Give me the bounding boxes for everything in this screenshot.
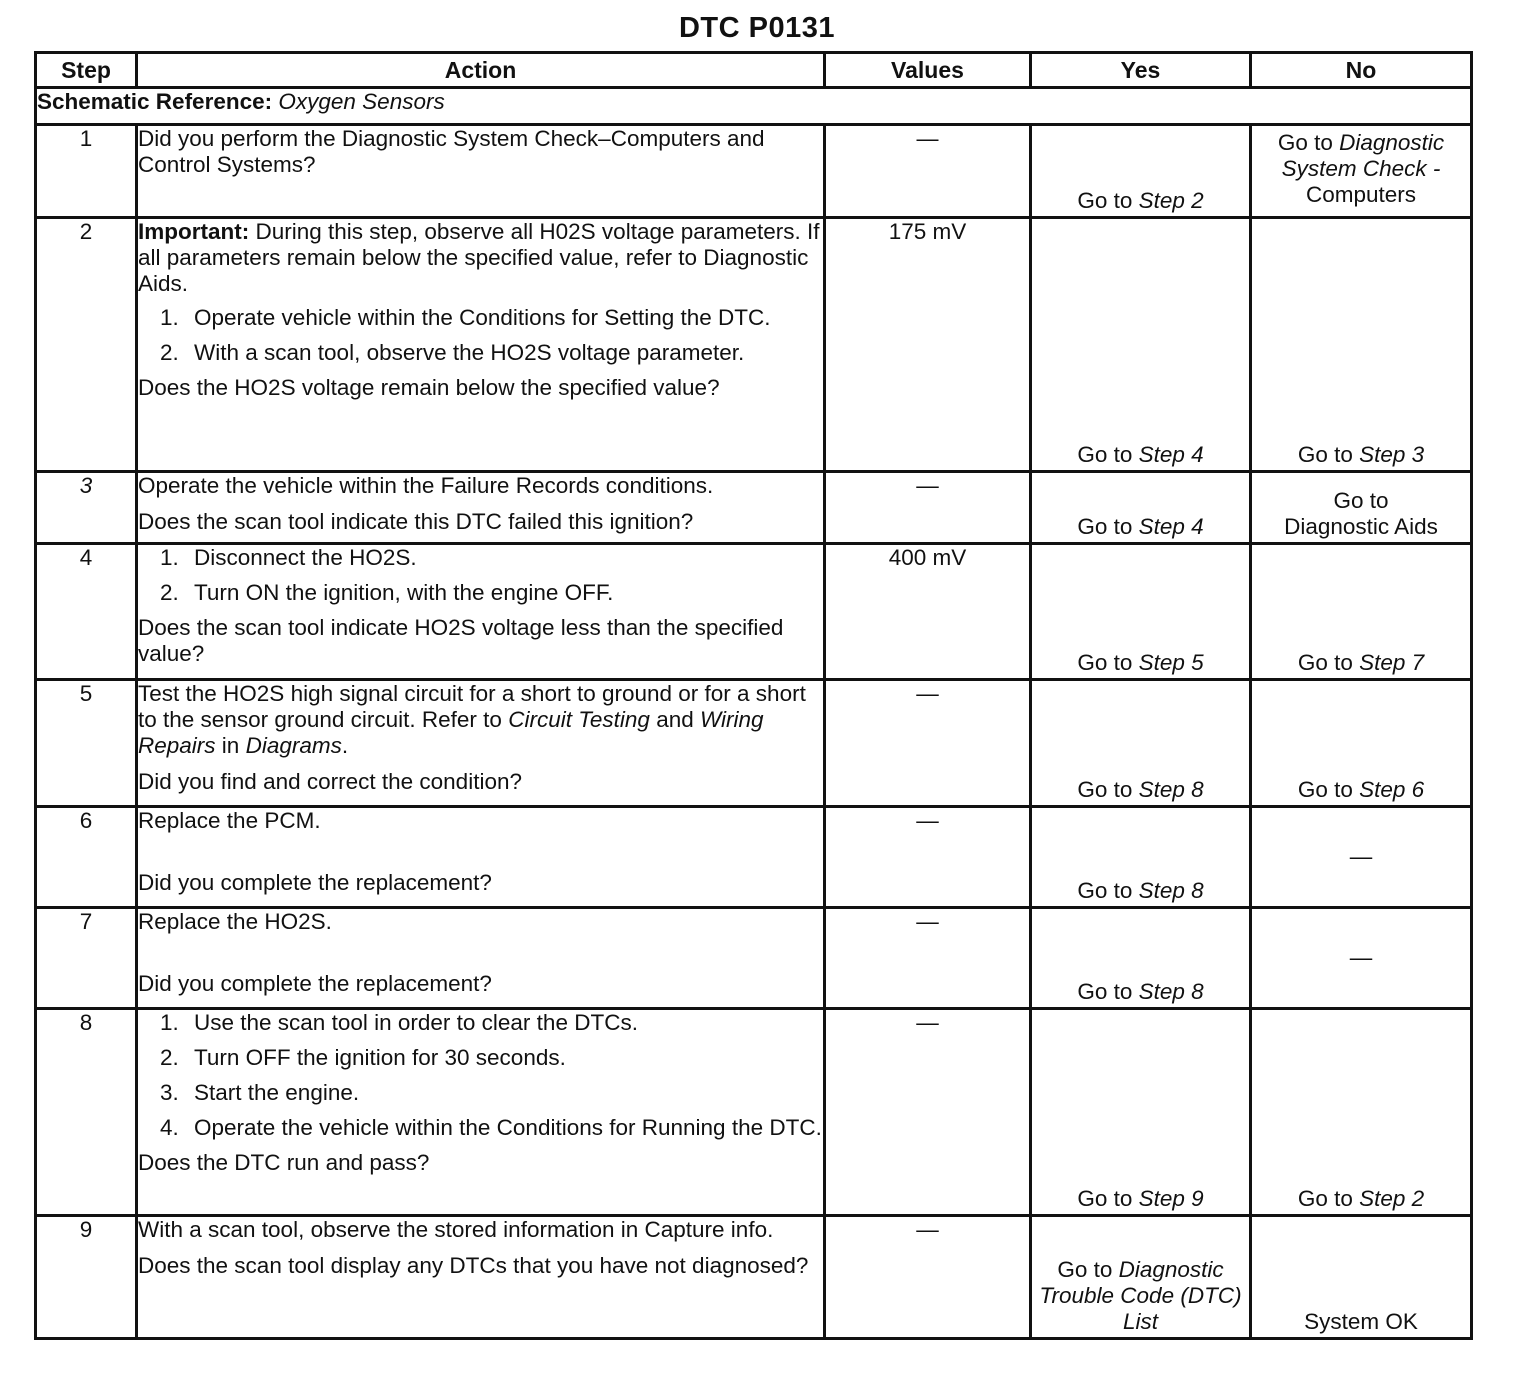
action-cell — [137, 1216, 825, 1339]
yes-cell — [1031, 472, 1251, 544]
value-cell — [825, 908, 1031, 1009]
value-text: — — [916, 126, 939, 151]
list-item-text: Operate the vehicle within the Conditions for Running the DTC. — [194, 1115, 822, 1140]
action-text: Operate the vehicle within the Failure Records conditions. — [138, 473, 714, 498]
no-step-link[interactable]: Diagnostic System Check - — [1281, 130, 1445, 181]
action-text-part: in — [221, 733, 240, 758]
list-item-text: Turn OFF the ignition for 30 seconds. — [194, 1045, 566, 1070]
action-text-part: and — [656, 707, 694, 732]
yes-step-link[interactable]: Step 8 — [1138, 777, 1204, 802]
action-cell — [137, 218, 825, 472]
value-text: — — [916, 1010, 939, 1035]
list-item-text: With a scan tool, observe the HO2S voltage parameter. — [194, 340, 745, 365]
yes-cell — [1031, 544, 1251, 680]
list-item: 1. Use the scan tool in order to clear the DTCs. — [160, 1010, 638, 1035]
no-step-link[interactable]: Step 7 — [1359, 650, 1425, 675]
yes-step-link[interactable]: Step 8 — [1138, 979, 1204, 1004]
diagrams-link[interactable]: Diagrams — [245, 733, 342, 758]
list-item-text: Disconnect the HO2S. — [194, 545, 417, 570]
question-text: Does the scan tool indicate this DTC failed this ignition? — [138, 509, 694, 534]
yes-step-link[interactable]: Step 9 — [1138, 1186, 1204, 1211]
yes-cell — [1031, 1216, 1251, 1339]
table-row — [36, 807, 1472, 908]
list-item-text: Use the scan tool in order to clear the DTCs. — [194, 1010, 638, 1035]
yes-prefix: Go to — [1077, 1186, 1133, 1211]
no-cell — [1251, 472, 1472, 544]
no-cell — [1251, 1009, 1472, 1216]
step-number: 6 — [36, 807, 137, 908]
list-item: 2. Turn OFF the ignition for 30 seconds. — [160, 1045, 566, 1070]
step-number: 5 — [36, 680, 137, 807]
list-item-text: Operate vehicle within the Conditions for Setting the DTC. — [194, 305, 771, 330]
yes-prefix: Go to — [1077, 514, 1133, 539]
circuit-testing-link[interactable]: Circuit Testing — [508, 707, 650, 732]
header-yes: Yes — [1031, 53, 1251, 88]
action-text: Replace the PCM. — [138, 808, 321, 833]
no-cell — [1251, 125, 1472, 218]
value-cell — [825, 472, 1031, 544]
value-text: 400 mV — [888, 545, 967, 570]
no-prefix: Go to — [1297, 1186, 1353, 1211]
yes-cell — [1031, 680, 1251, 807]
value-text: — — [916, 1217, 939, 1242]
yes-cell — [1031, 218, 1251, 472]
value-cell — [825, 1009, 1031, 1216]
no-cell — [1251, 218, 1472, 472]
no-prefix: Go to — [1297, 777, 1353, 802]
no-prefix: Go to — [1297, 650, 1353, 675]
dtc-list-link[interactable]: Diagnostic Trouble Code (DTC) List — [1039, 1257, 1242, 1334]
yes-cell — [1031, 908, 1251, 1009]
value-cell — [825, 125, 1031, 218]
question-text: Did you find and correct the condition? — [138, 769, 522, 794]
diagnostic-aids-link[interactable]: Diagnostic Aids — [1284, 514, 1438, 539]
wiring-repairs-link[interactable]: Wiring Repairs — [138, 707, 764, 758]
no-prefix: Go to — [1277, 130, 1333, 155]
table-row — [36, 680, 1472, 807]
question-text: Did you complete the replacement? — [138, 870, 492, 895]
table-row — [36, 1009, 1472, 1216]
yes-prefix: Go to — [1077, 777, 1133, 802]
yes-step-link[interactable]: Step 4 — [1138, 514, 1204, 539]
no-value: — — [1349, 844, 1373, 869]
no-step-link[interactable]: Step 3 — [1359, 442, 1425, 467]
yes-prefix: Go to — [1077, 650, 1133, 675]
no-step-link[interactable]: Step 6 — [1359, 777, 1425, 802]
step-number: 8 — [36, 1009, 137, 1216]
table-row — [36, 472, 1472, 544]
schematic-reference-value: Oxygen Sensors — [278, 89, 445, 114]
list-item-text: Start the engine. — [194, 1080, 360, 1105]
question-text: Does the scan tool indicate HO2S voltage less than the specified value? — [138, 615, 784, 666]
header-step: Step — [36, 53, 137, 88]
no-suffix: Computers — [1305, 182, 1417, 207]
action-cell — [137, 807, 825, 908]
list-item: 1. Disconnect the HO2S. — [160, 545, 417, 570]
value-text: — — [916, 808, 939, 833]
list-item: 2. With a scan tool, observe the HO2S voltage parameter. — [160, 340, 745, 365]
no-step-link[interactable]: Step 2 — [1359, 1186, 1425, 1211]
no-cell — [1251, 680, 1472, 807]
list-item-text: Turn ON the ignition, with the engine OFF. — [194, 580, 614, 605]
value-text: — — [916, 473, 939, 498]
yes-step-link[interactable]: Step 5 — [1138, 650, 1204, 675]
value-text: 175 mV — [888, 219, 967, 244]
action-text-part: Test the HO2S high signal circuit for a short to ground or for a short to the sensor ground circuit. Refer to — [138, 681, 806, 732]
yes-cell — [1031, 807, 1251, 908]
action-cell — [137, 472, 825, 544]
value-text: — — [916, 681, 939, 706]
yes-prefix: Go to — [1077, 188, 1133, 213]
action-cell — [137, 544, 825, 680]
action-cell — [137, 125, 825, 218]
step-number: 1 — [36, 125, 137, 218]
table-row — [36, 544, 1472, 680]
no-cell — [1251, 807, 1472, 908]
header-action: Action — [137, 53, 825, 88]
value-cell — [825, 807, 1031, 908]
no-line-1: Go to — [1333, 488, 1389, 513]
table-row — [36, 218, 1472, 472]
yes-prefix: Go to — [1057, 1257, 1113, 1282]
action-cell — [137, 1009, 825, 1216]
no-cell — [1251, 908, 1472, 1009]
schematic-reference-row — [36, 88, 1472, 125]
no-cell — [1251, 544, 1472, 680]
list-item: 4. Operate the vehicle within the Conditions for Running the DTC. — [160, 1115, 822, 1140]
important-text: During this step, observe all H02S voltage parameters. If all parameters remain below the specified value, refer to Diagnostic Aids. — [138, 219, 820, 296]
no-cell — [1251, 1216, 1472, 1339]
yes-cell — [1031, 125, 1251, 218]
schematic-reference-label: Schematic Reference: — [37, 89, 273, 114]
question-text: Does the HO2S voltage remain below the specified value? — [138, 375, 720, 400]
step-number: 3 — [36, 472, 137, 544]
no-value: System OK — [1304, 1309, 1418, 1334]
important-note — [138, 219, 823, 297]
list-item: 2. Turn ON the ignition, with the engine OFF. — [160, 580, 614, 605]
header-values: Values — [825, 53, 1031, 88]
action-text: With a scan tool, observe the stored information in Capture info. — [138, 1217, 774, 1242]
value-cell — [825, 544, 1031, 680]
yes-step-link[interactable]: Step 8 — [1138, 878, 1204, 903]
question-text: Does the scan tool display any DTCs that you have not diagnosed? — [138, 1253, 809, 1278]
yes-step-link[interactable]: Step 4 — [1138, 442, 1204, 467]
action-text — [138, 681, 823, 759]
schematic-reference — [36, 88, 1472, 125]
value-cell — [825, 680, 1031, 807]
value-cell — [825, 218, 1031, 472]
no-prefix: Go to — [1297, 442, 1353, 467]
yes-prefix: Go to — [1077, 442, 1133, 467]
step-number: 7 — [36, 908, 137, 1009]
action-text: Replace the HO2S. — [138, 909, 332, 934]
header-row — [36, 53, 1472, 88]
list-item: 1. Operate vehicle within the Conditions for Setting the DTC. — [160, 305, 771, 330]
yes-step-link[interactable]: Step 2 — [1138, 188, 1204, 213]
step-number: 2 — [36, 218, 137, 472]
action-text-part: . — [341, 733, 349, 758]
page-title: DTC P0131 — [678, 12, 835, 44]
yes-prefix: Go to — [1077, 979, 1133, 1004]
no-value: — — [1349, 945, 1373, 970]
table-row — [36, 908, 1472, 1009]
table-row — [36, 1216, 1472, 1339]
question-text: Did you complete the replacement? — [138, 971, 492, 996]
action-cell — [137, 908, 825, 1009]
step-number: 4 — [36, 544, 137, 680]
value-cell — [825, 1216, 1031, 1339]
action-text: Did you perform the Diagnostic System Check–Computers and Control Systems? — [138, 126, 765, 177]
step-number: 9 — [36, 1216, 137, 1339]
action-cell — [137, 680, 825, 807]
yes-cell — [1031, 1009, 1251, 1216]
list-item: 3. Start the engine. — [160, 1080, 360, 1105]
important-label: Important: — [138, 219, 250, 244]
diagnostic-table — [34, 51, 1473, 1340]
header-no: No — [1251, 53, 1472, 88]
value-text: — — [916, 909, 939, 934]
question-text: Does the DTC run and pass? — [138, 1150, 430, 1175]
table-row — [36, 125, 1472, 218]
yes-prefix: Go to — [1077, 878, 1133, 903]
